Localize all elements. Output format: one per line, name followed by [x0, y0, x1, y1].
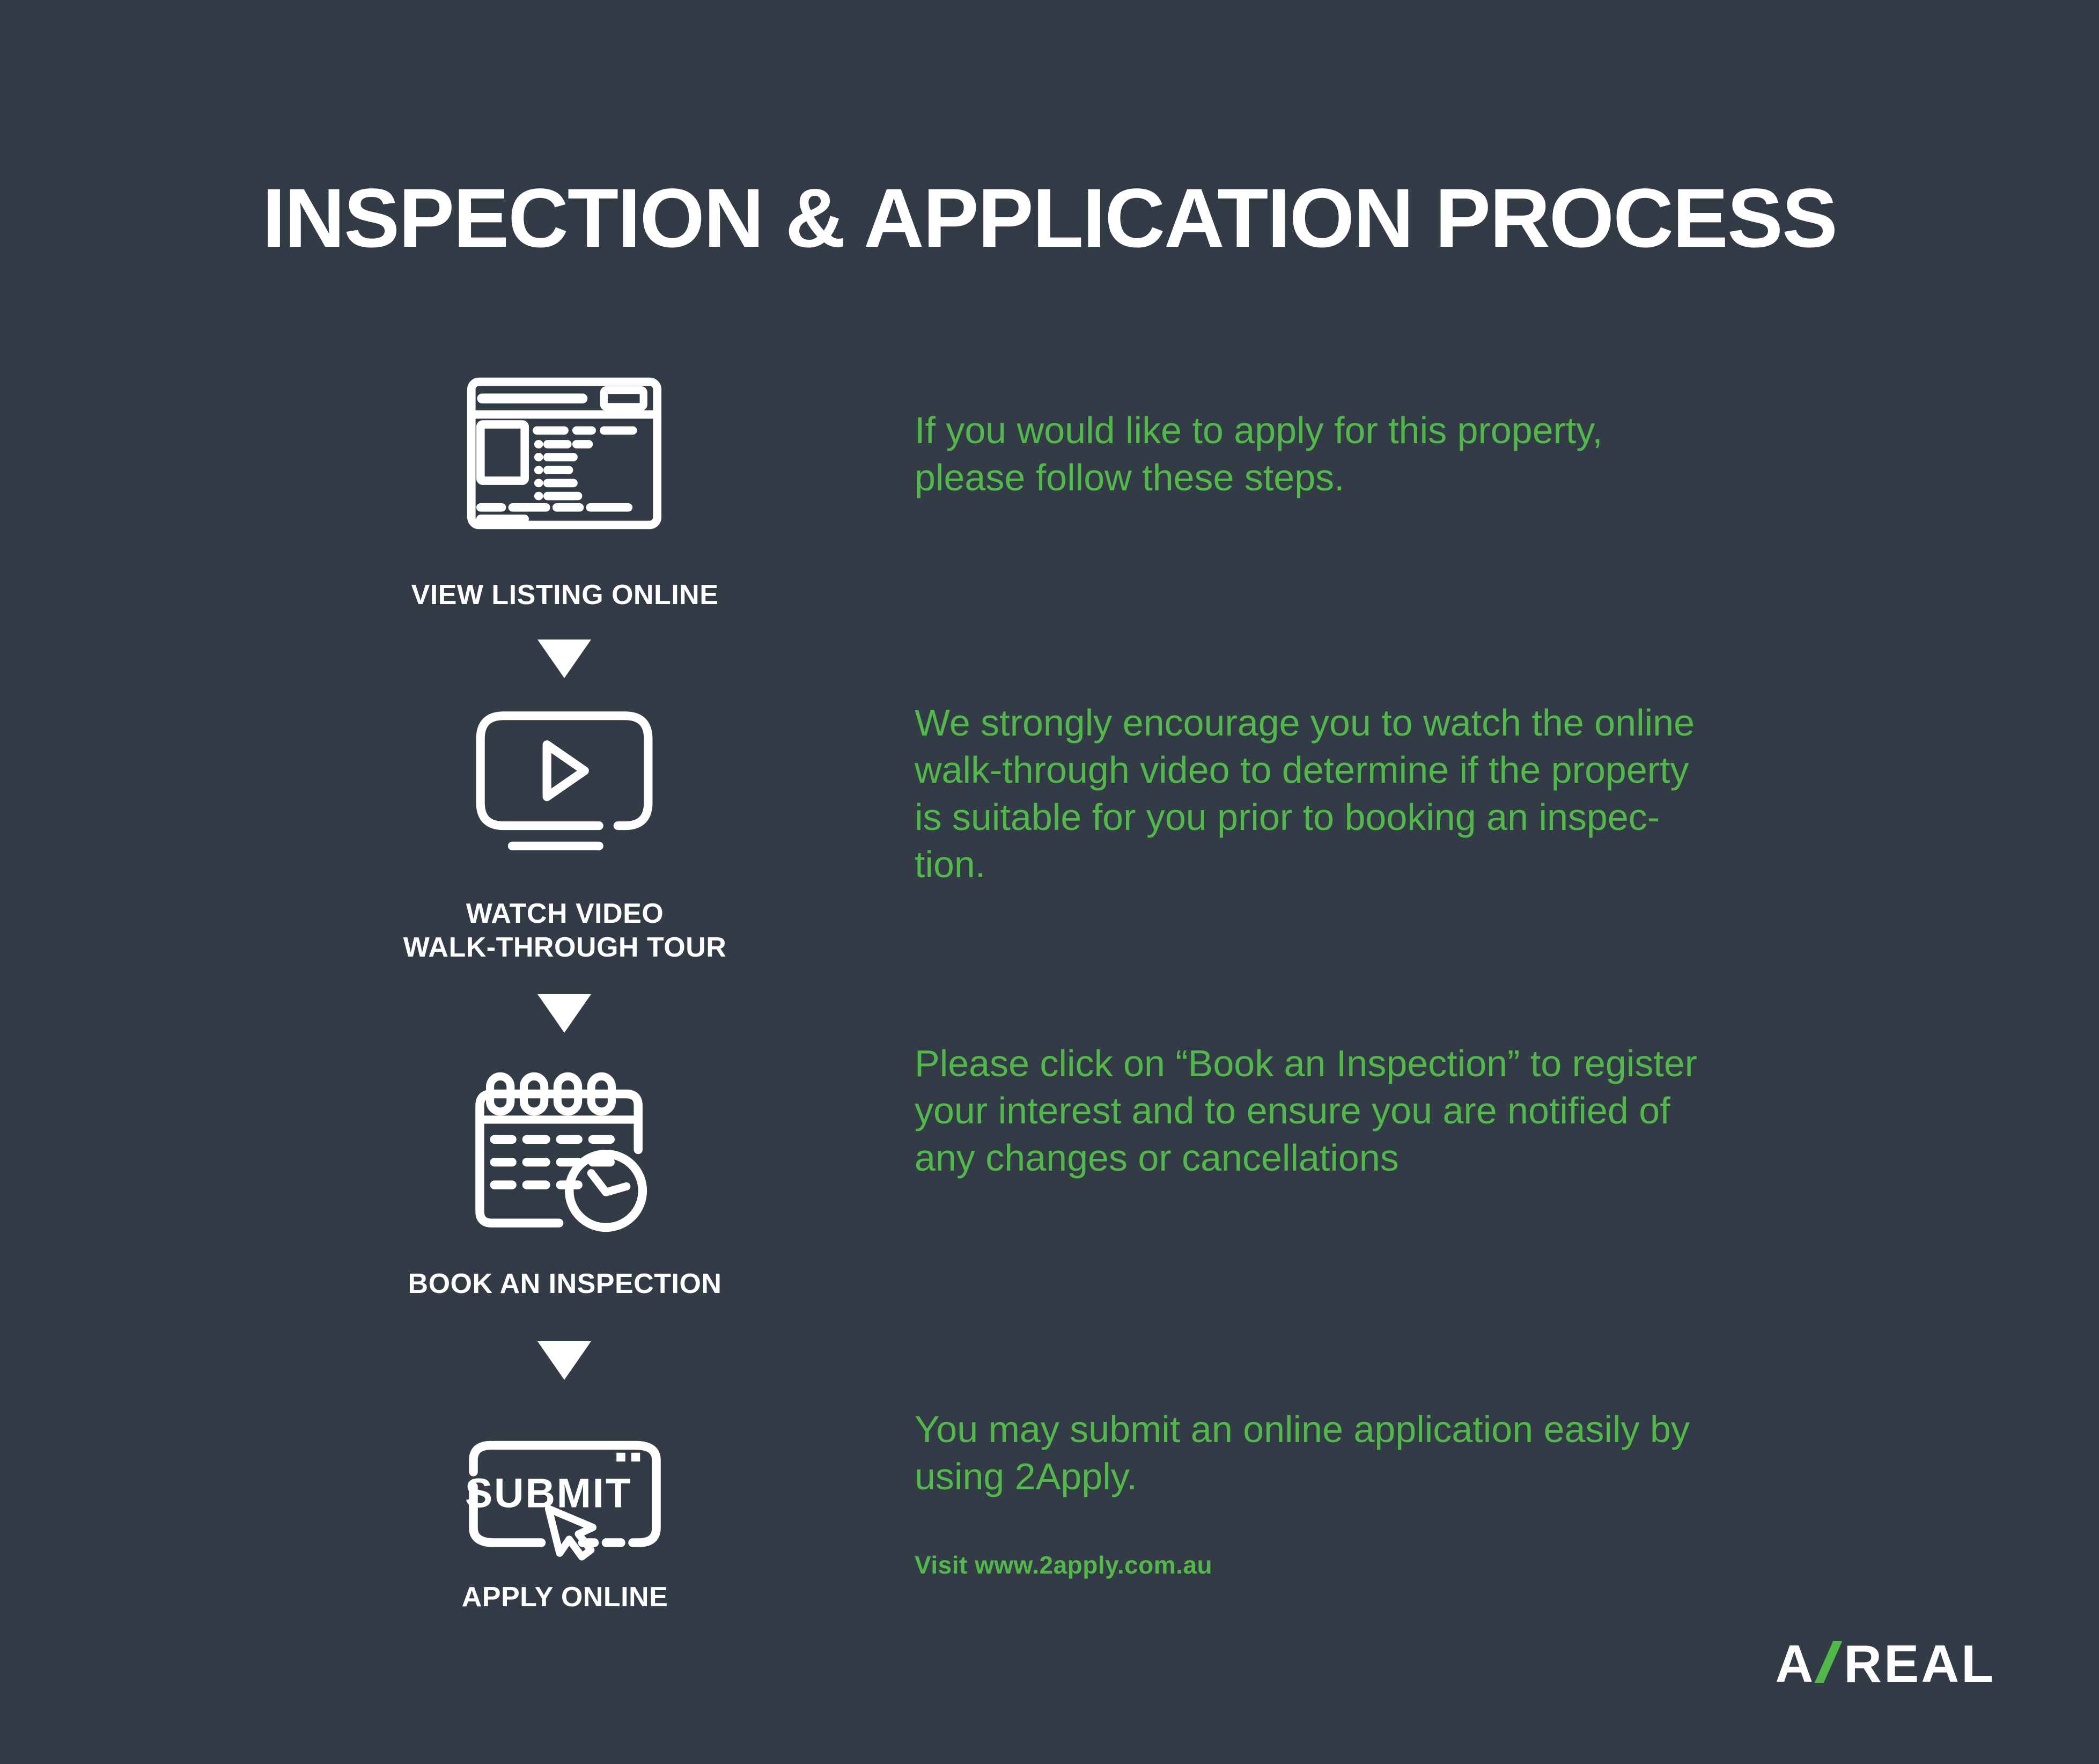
step-description-3	[915, 1040, 1891, 1181]
step-label-apply-online	[397, 1581, 733, 1614]
desc-line: We strongly encourage you to watch the online	[915, 702, 1695, 744]
logo-word-real: REAL	[1844, 1634, 1995, 1693]
down-arrow-icon	[537, 640, 591, 678]
down-arrow-icon	[537, 1341, 591, 1380]
submit-cursor-icon	[465, 1422, 665, 1599]
step-label-line: APPLY ONLINE	[461, 1582, 668, 1613]
step-label-line: BOOK AN INSPECTION	[408, 1268, 722, 1299]
desc-line: please follow these steps.	[915, 457, 1345, 498]
step-label-view-listing-online	[397, 578, 733, 612]
down-arrow-icon	[537, 994, 591, 1033]
browser-listing-icon	[467, 377, 662, 530]
areal-logo	[1775, 1634, 1995, 1693]
desc-line: your interest and to ensure you are notified of	[915, 1090, 1670, 1131]
desc-line: If you would like to apply for this property,	[915, 409, 1603, 451]
step-label-watch-video	[397, 897, 733, 965]
step-label-line: VIEW LISTING ONLINE	[411, 579, 719, 611]
desc-line: is suitable for you prior to booking an inspec-	[915, 796, 1660, 838]
step-label-line: WALK-THROUGH TOUR	[403, 932, 727, 963]
video-play-icon	[469, 707, 660, 855]
submit-button-text: SUBMIT	[465, 1470, 632, 1517]
desc-line: any changes or cancellations	[915, 1137, 1399, 1179]
step-label-line: WATCH VIDEO	[466, 898, 664, 929]
desc-line: walk-through video to determine if the property	[915, 749, 1689, 791]
step-label-book-an-inspection	[397, 1267, 733, 1301]
logo-letter-a: A	[1775, 1634, 1816, 1693]
calendar-clock-icon	[465, 1056, 665, 1238]
step-description-2	[915, 699, 1891, 888]
desc-line: tion.	[915, 843, 986, 885]
step-description-1	[915, 407, 1891, 501]
desc-line: You may submit an online application easily by	[915, 1408, 1690, 1450]
visit-2apply-note: Visit www.2apply.com.au	[915, 1551, 1213, 1579]
page-title: INSPECTION & APPLICATION PROCESS	[262, 172, 1837, 265]
desc-line: Please click on “Book an Inspection” to register	[915, 1042, 1698, 1084]
desc-line: using 2Apply.	[915, 1456, 1138, 1497]
logo-slash-icon	[1815, 1641, 1843, 1683]
step-description-4	[915, 1406, 1891, 1500]
